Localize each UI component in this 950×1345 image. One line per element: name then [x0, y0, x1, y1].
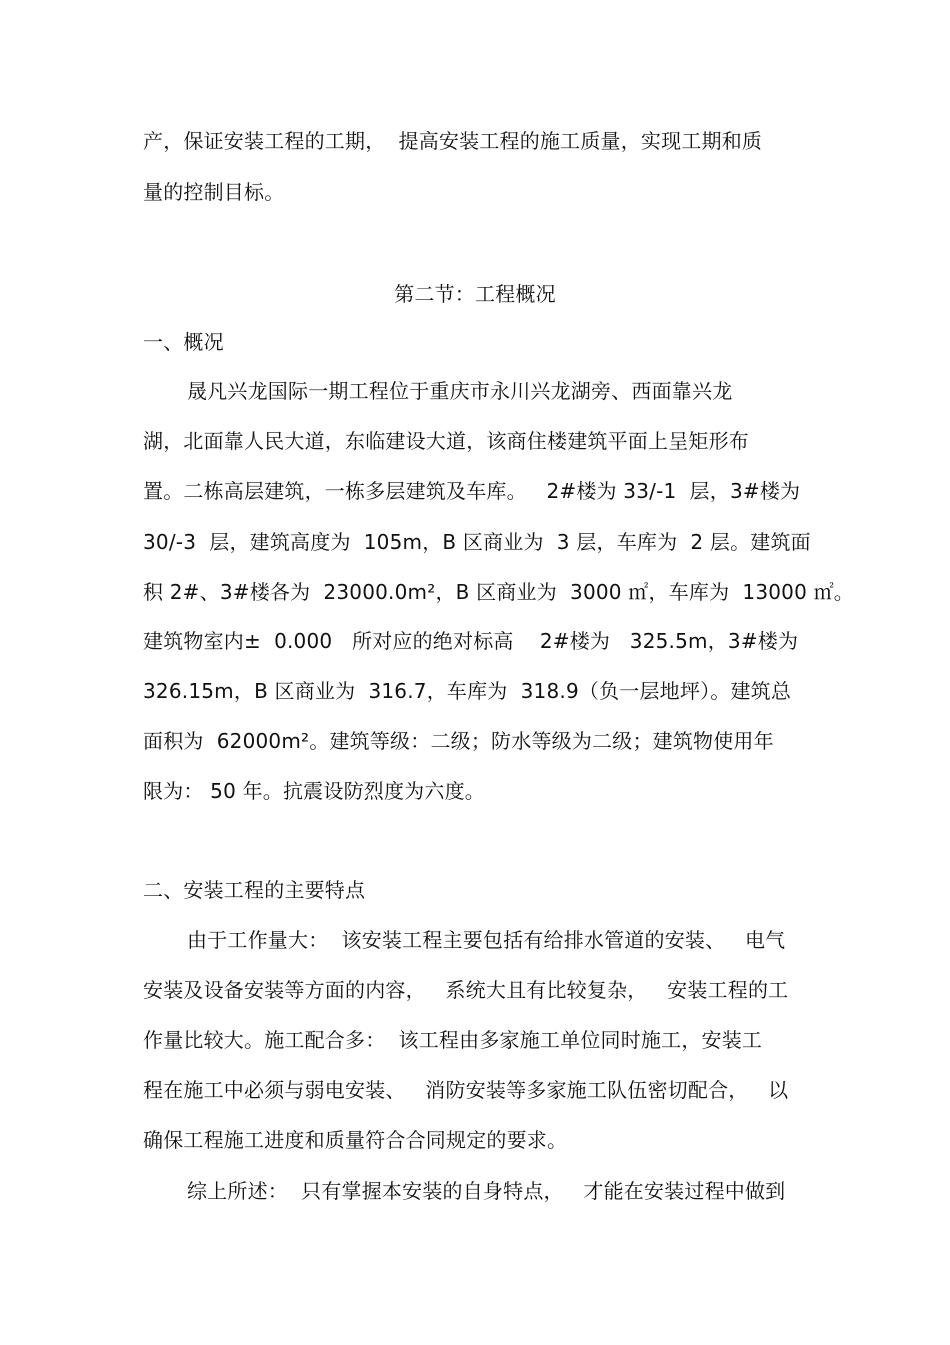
overview-line-8: 面积为 62000m²。建筑等级：二级；防水等级为二级；建筑物使用年: [143, 729, 774, 753]
overview-line-4: 30/-3 层，建筑高度为 105m，B 区商业为 3 层，车库为 2 层。建筑面: [143, 530, 811, 554]
overview-line-1: 晟凡兴龙国际一期工程位于重庆市永川兴龙湖旁、西面靠兴龙: [187, 379, 733, 403]
overview-line-2: 湖，北面靠人民大道，东临建设大道，该商住楼建筑平面上呈矩形布: [143, 429, 749, 453]
overview-line-7: 326.15m，B 区商业为 316.7，车库为 318.9（负一层地坪）。建筑总: [143, 679, 792, 703]
overview-line-5: 积 2#、3#楼各为 23000.0m²，B 区商业为 3000 ㎡，车库为 13000 ㎡。: [143, 580, 854, 604]
features-line-1: 由于工作量大： 该安装工程主要包括有给排水管道的安装、 电气: [187, 928, 786, 952]
features-line-6: 综上所述： 只有掌握本安装的自身特点， 才能在安装过程中做到: [187, 1179, 786, 1203]
features-heading: 二、安装工程的主要特点: [143, 878, 366, 902]
features-line-4: 程在施工中必须与弱电安装、 消防安装等多家施工队伍密切配合， 以: [143, 1078, 789, 1102]
overview-line-3: 置。二栋高层建筑，一栋多层建筑及车库。 2#楼为 33/-1 层，3#楼为: [143, 479, 801, 503]
features-line-2: 安装及设备安装等方面的内容， 系统大且有比较复杂， 安装工程的工: [143, 978, 789, 1002]
section-title: 第二节：工程概况: [394, 282, 556, 306]
features-line-5: 确保工程施工进度和质量符合合同规定的要求。: [143, 1128, 568, 1152]
overview-line-9: 限为： 50 年。抗震设防烈度为六度。: [143, 779, 485, 803]
intro-line-2: 量的控制目标。: [143, 180, 285, 204]
intro-line-1: 产，保证安装工程的工期， 提高安装工程的施工质量，实现工期和质: [143, 129, 763, 153]
overview-line-6: 建筑物室内± 0.000 所对应的绝对标高 2#楼为 325.5m，3#楼为: [143, 629, 799, 653]
overview-heading: 一、概况: [143, 330, 224, 354]
features-line-3: 作量比较大。施工配合多： 该工程由多家施工单位同时施工，安装工: [143, 1028, 763, 1052]
